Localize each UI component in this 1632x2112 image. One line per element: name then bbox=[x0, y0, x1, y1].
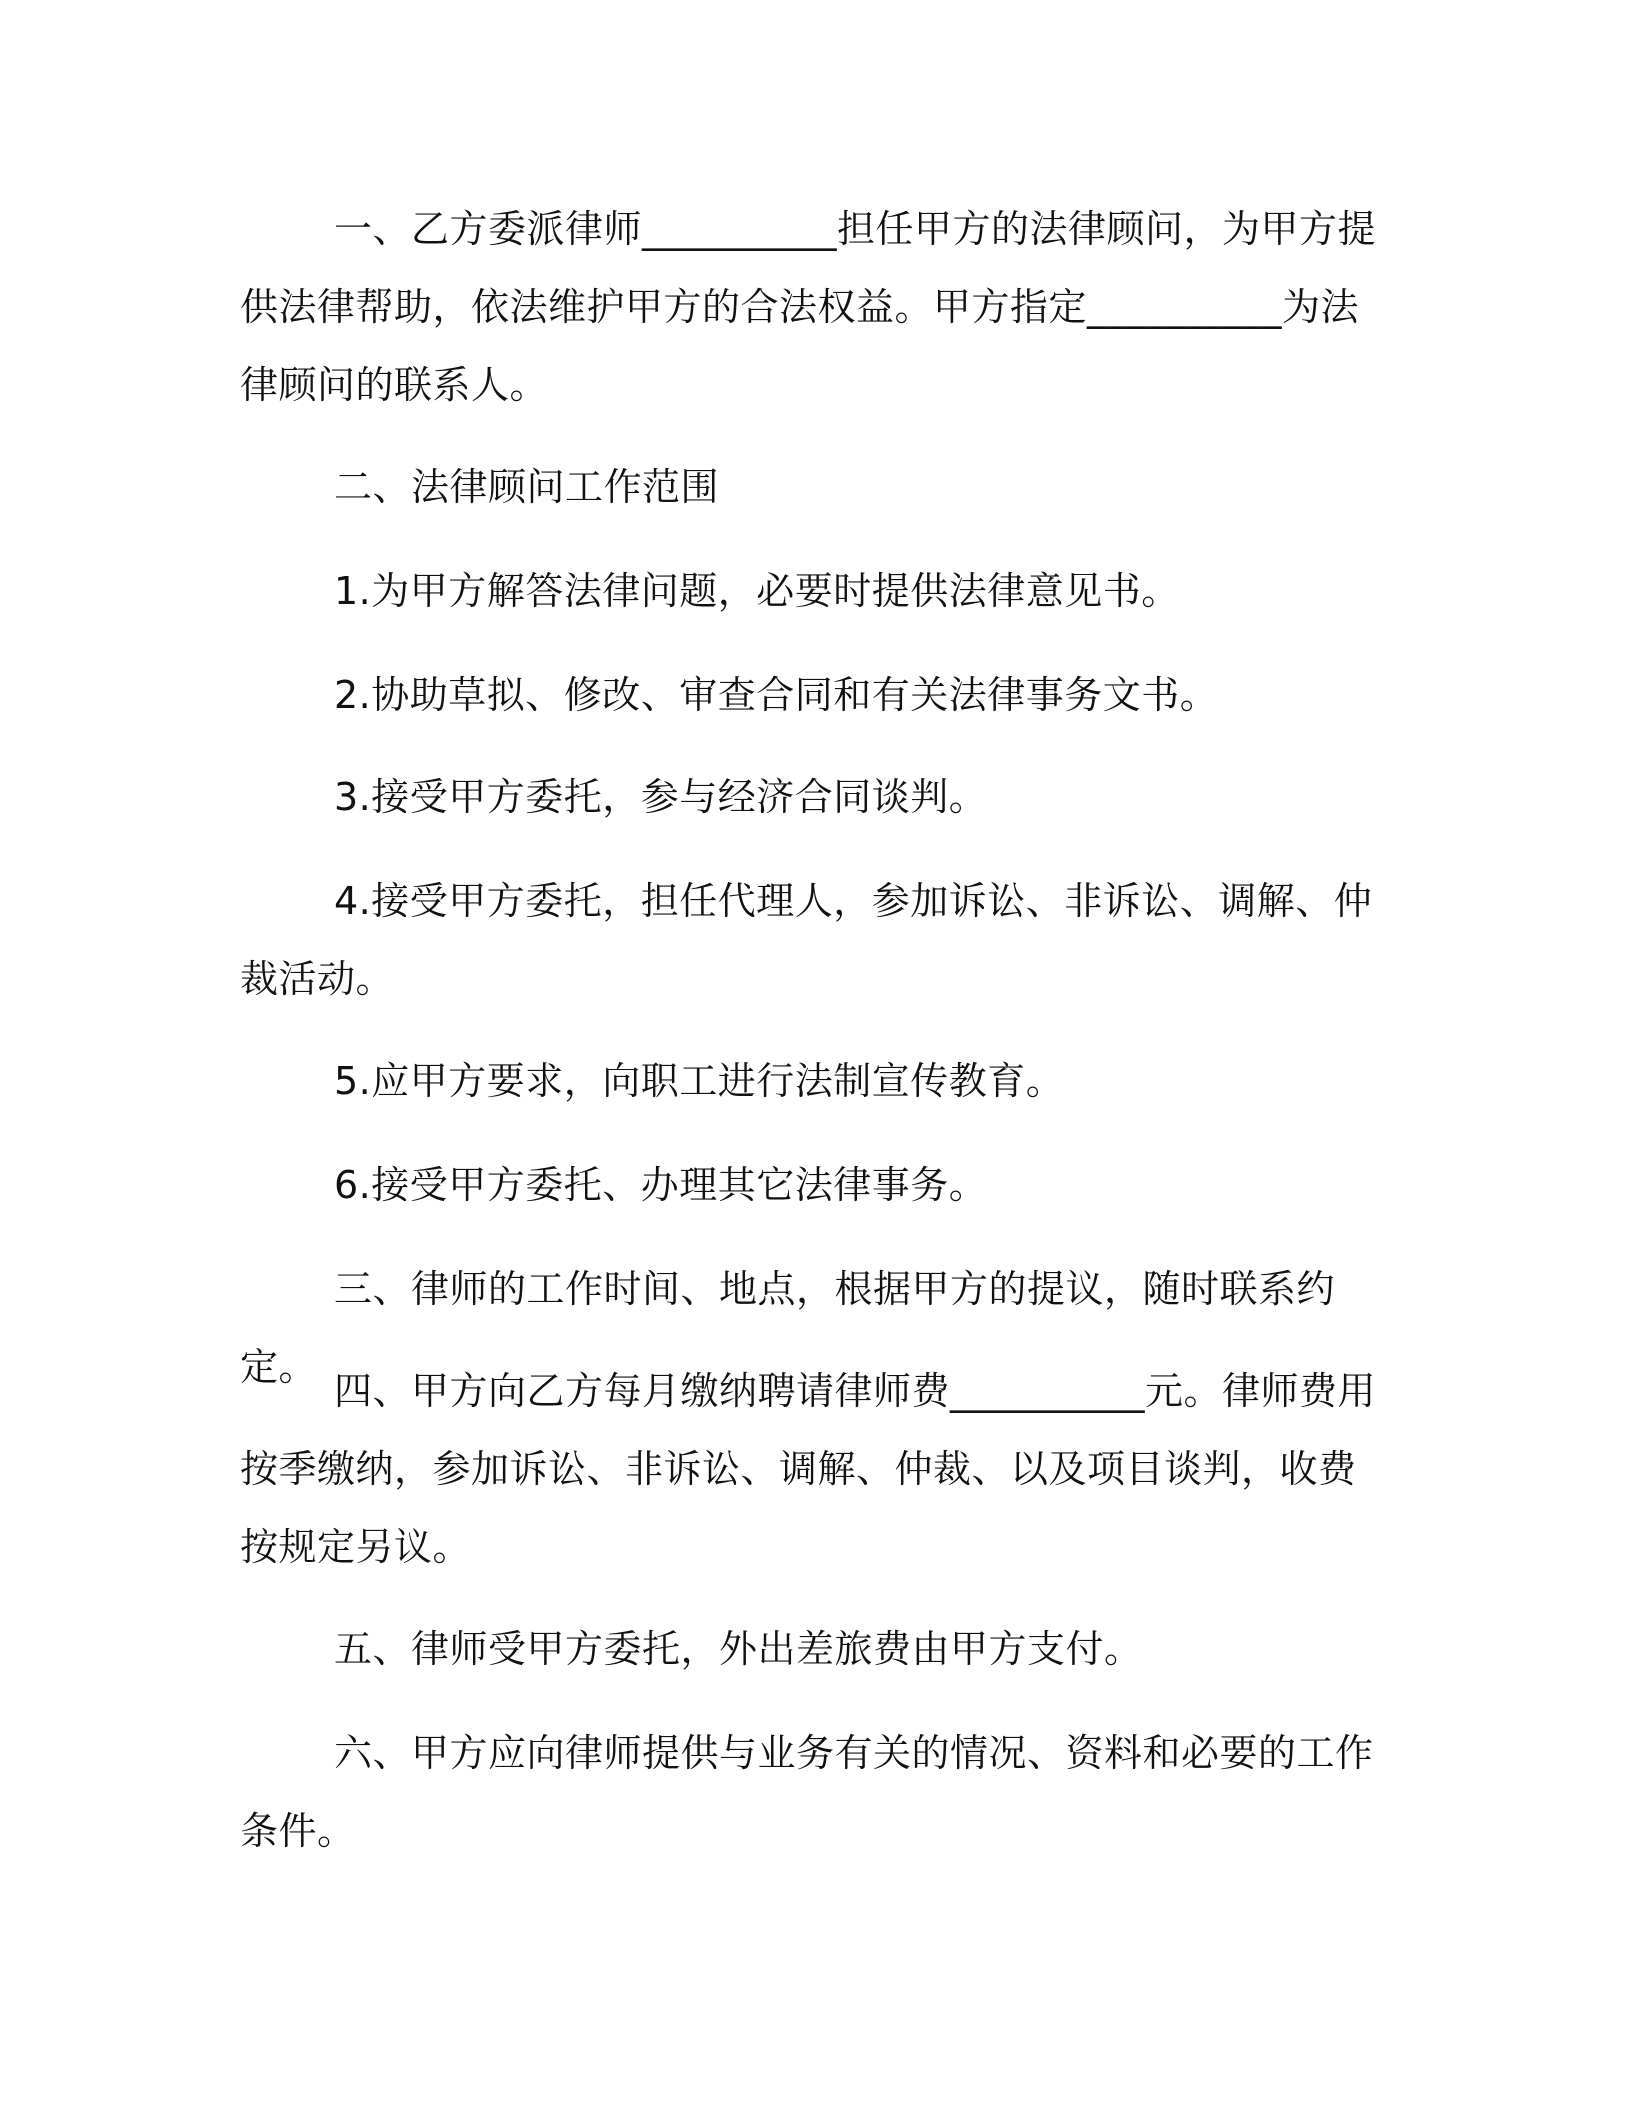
clause-2-heading: 二、法律顾问工作范围 bbox=[334, 465, 720, 509]
clause-1-appointment: 一、乙方委派律师__________担任甲方的法律顾问，为甲方提供法律帮助，依法维护甲方的合法权益。甲方指定__________为法律顾问的联系人。 bbox=[240, 207, 1377, 407]
scope-item-2: 2.协助草拟、修改、审查合同和有关法律事务文书。 bbox=[334, 673, 1219, 717]
scope-item-5: 5.应甲方要求，向职工进行法制宣传教育。 bbox=[334, 1059, 1065, 1103]
scope-item-4: 4.接受甲方委托，担任代理人，参加诉讼、非诉讼、调解、仲裁活动。 bbox=[240, 879, 1373, 1001]
clause-5-travel: 五、律师受甲方委托，外出差旅费由甲方支付。 bbox=[334, 1627, 1143, 1671]
clause-4-fees: 四、甲方向乙方每月缴纳聘请律师费__________元。律师费用按季缴纳，参加诉讼、非诉讼、调解、仲裁、以及项目谈判，收费按规定另议。 bbox=[240, 1369, 1377, 1569]
scope-item-6: 6.接受甲方委托、办理其它法律事务。 bbox=[334, 1163, 988, 1207]
clause-3-work-time: 三、律师的工作时间、地点，根据甲方的提议，随时联系约定。 bbox=[240, 1267, 1336, 1389]
clause-6-materials: 六、甲方应向律师提供与业务有关的情况、资料和必要的工作条件。 bbox=[240, 1731, 1374, 1853]
scope-item-3: 3.接受甲方委托，参与经济合同谈判。 bbox=[334, 775, 988, 819]
scope-item-1: 1.为甲方解答法律问题，必要时提供法律意见书。 bbox=[334, 569, 1180, 613]
